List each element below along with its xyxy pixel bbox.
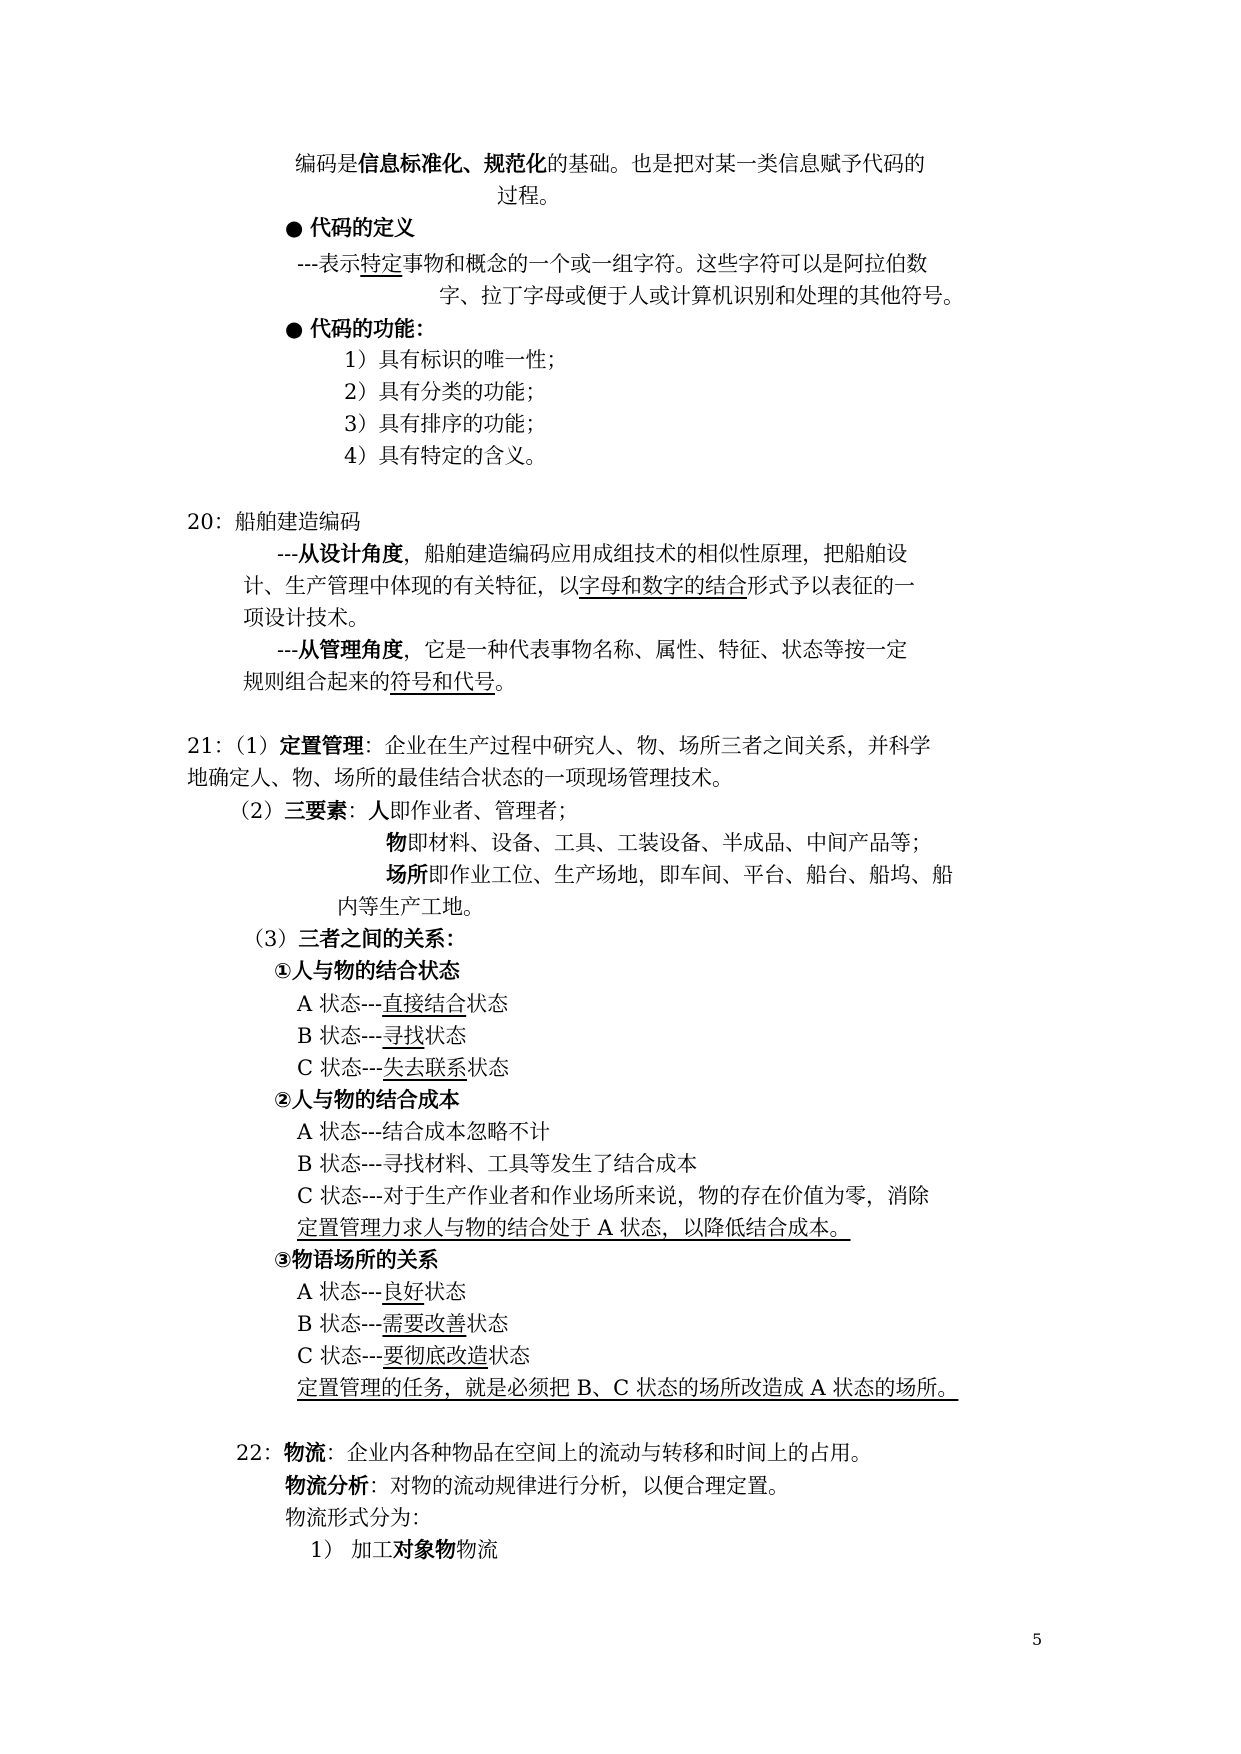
bold-text: 信息标准化、规范化 [358, 152, 547, 176]
bold-text: 物流 [283, 1441, 326, 1465]
text-line [297, 1213, 851, 1243]
text-span: 形式予以表征的一 [747, 574, 915, 598]
text-span: A 状态---结合成本忽略不计 [297, 1120, 551, 1144]
text-span: B 状态---寻找材料、工具等发生了结合成本 [297, 1152, 698, 1176]
text-line [297, 1149, 697, 1179]
text-line [439, 281, 964, 311]
text-line [497, 181, 560, 211]
underlined-text: 寻找 [382, 1024, 425, 1048]
text-span: --- [277, 638, 299, 662]
text-line [386, 860, 953, 890]
text-span: --- [277, 542, 299, 566]
text-line [187, 507, 361, 537]
text-line [187, 731, 931, 761]
text-line [344, 345, 567, 375]
underlined-text: 特定 [360, 252, 403, 276]
text-line [297, 1117, 550, 1147]
underlined-text: 定置管理的任务，就是必须把 B、C 状态的场所改造成 A 状态的场所。 [297, 1376, 959, 1400]
text-line [274, 956, 460, 986]
bold-text: ②人与物的结合成本 [274, 1088, 460, 1112]
text-span: 的基础。也是把对某一类信息赋予代码的 [547, 152, 925, 176]
text-line [285, 213, 415, 243]
text-line [310, 1535, 498, 1565]
underlined-text: 字母和数字的结合 [579, 574, 747, 598]
text-span: 状态 [466, 992, 509, 1016]
text-span: C 状态--- [297, 1344, 384, 1368]
text-span: 20：船舶建造编码 [187, 510, 361, 534]
text-span: ，它是一种代表事物名称、属性、特征、状态等按一定 [403, 638, 908, 662]
text-line [297, 989, 508, 1019]
underlined-text: 直接结合 [382, 992, 467, 1016]
text-line [277, 539, 907, 569]
bold-text: 从管理角度 [298, 638, 404, 662]
text-span: C 状态--- [297, 1056, 384, 1080]
text-line [297, 1373, 958, 1403]
text-span: 状态 [424, 1280, 467, 1304]
text-line [297, 1021, 466, 1051]
underlined-text: 需要改善 [382, 1312, 467, 1336]
text-line [297, 1053, 509, 1083]
text-span: 状态 [467, 1056, 510, 1080]
text-span: A 状态--- [297, 1280, 383, 1304]
text-line [285, 1503, 432, 1533]
text-line [236, 1438, 872, 1468]
text-line [297, 1341, 530, 1371]
text-span: A 状态--- [297, 992, 383, 1016]
text-span: 规则组合起来的 [243, 670, 390, 694]
text-span: 物流形式分为： [285, 1506, 432, 1530]
text-line [386, 828, 932, 858]
text-line [243, 667, 516, 697]
text-span: ，船舶建造编码应用成组技术的相似性原理，把船舶设 [403, 542, 908, 566]
text-span: 地确定人、物、场所的最佳结合状态的一项现场管理技术。 [187, 766, 733, 790]
text-span: C 状态---对于生产作业者和作业场所来说，物的存在价值为零，消除 [297, 1184, 930, 1208]
bold-text: 代码的定义 [310, 216, 416, 240]
underlined-text: 定置管理力求人与物的结合处于 A 状态，以降低结合成本。 [297, 1216, 851, 1240]
text-span: 即作业工位、生产场地，即车间、平台、船台、船坞、船 [428, 863, 953, 887]
text-span: B 状态--- [297, 1024, 383, 1048]
bold-text: ③物语场所的关系 [274, 1248, 439, 1272]
text-span: 字、拉丁字母或便于人或计算机识别和处理的其他符号。 [439, 284, 964, 308]
text-span: 过程。 [497, 184, 560, 208]
text-span: ：企业在生产过程中研究人、物、场所三者之间关系，并科学 [363, 734, 931, 758]
text-span: ： [347, 799, 369, 823]
underlined-text: 符号和代号 [390, 670, 495, 694]
text-span: 项设计技术。 [243, 606, 369, 630]
text-span: 3）具有排序的功能； [344, 412, 547, 436]
text-span: 内等生产工地。 [337, 895, 484, 919]
text-line [285, 1471, 789, 1501]
text-line [243, 924, 466, 954]
text-span: 1） 加工 [310, 1538, 394, 1562]
text-span: 状态 [466, 1312, 509, 1336]
bullet-icon: ● [285, 216, 304, 240]
text-line [344, 377, 546, 407]
page-number: 5 [1032, 1630, 1043, 1649]
text-span: ：企业内各种物品在空间上的流动与转移和时间上的占用。 [325, 1441, 872, 1465]
text-span: 22： [236, 1441, 284, 1465]
bold-text: 人 [368, 799, 390, 823]
bold-text: 定置管理 [279, 734, 364, 758]
text-span: 状态 [488, 1344, 531, 1368]
text-span: 2）具有分类的功能； [344, 380, 547, 404]
text-line [297, 249, 927, 279]
text-line [295, 149, 925, 179]
text-span: 1）具有标识的唯一性； [344, 348, 568, 372]
text-line [344, 441, 546, 471]
bullet-icon: ● [285, 317, 304, 341]
text-line [337, 892, 484, 922]
bold-text: 从设计角度 [298, 542, 404, 566]
text-span: 计、生产管理中体现的有关特征，以 [243, 574, 579, 598]
text-span: B 状态--- [297, 1312, 383, 1336]
text-span [303, 216, 310, 240]
text-line [274, 1245, 439, 1275]
underlined-text: 失去联系 [383, 1056, 468, 1080]
text-line [277, 635, 907, 665]
text-span: （2） [229, 799, 285, 823]
bold-text: 代码的功能： [310, 317, 437, 341]
bold-text: 三要素 [284, 799, 348, 823]
text-span: 21：（1） [187, 734, 280, 758]
text-line [344, 409, 546, 439]
text-span: 。 [495, 670, 516, 694]
bold-text: 场所 [386, 863, 428, 887]
text-span: 即作业者、管理者； [389, 799, 579, 823]
text-span: 物流 [456, 1538, 499, 1562]
text-span: 编码是 [295, 152, 358, 176]
text-span: 状态 [424, 1024, 467, 1048]
text-span: （3） [243, 927, 299, 951]
bold-text: 三者之间的关系： [298, 927, 467, 951]
text-line [285, 314, 436, 344]
text-line [243, 571, 915, 601]
text-line [297, 1309, 508, 1339]
text-span: ---表示 [297, 252, 361, 276]
text-line [187, 763, 733, 793]
text-line [297, 1181, 929, 1211]
underlined-text: 要彻底改造 [383, 1344, 489, 1368]
bold-text: 物流分析 [285, 1474, 369, 1498]
bold-text: 物 [386, 831, 407, 855]
text-span: 4）具有特定的含义。 [344, 444, 547, 468]
text-line [229, 796, 578, 826]
text-line [274, 1085, 460, 1115]
bold-text: ①人与物的结合状态 [274, 959, 460, 983]
text-span: 即材料、设备、工具、工装设备、半成品、中间产品等； [407, 831, 932, 855]
text-line [243, 603, 369, 633]
text-span [303, 317, 310, 341]
text-line [297, 1277, 466, 1307]
text-span: 事物和概念的一个或一组字符。这些字符可以是阿拉伯数 [402, 252, 928, 276]
bold-text: 对象物 [393, 1538, 457, 1562]
underlined-text: 良好 [382, 1280, 425, 1304]
text-span: ：对物的流动规律进行分析，以便合理定置。 [369, 1474, 789, 1498]
